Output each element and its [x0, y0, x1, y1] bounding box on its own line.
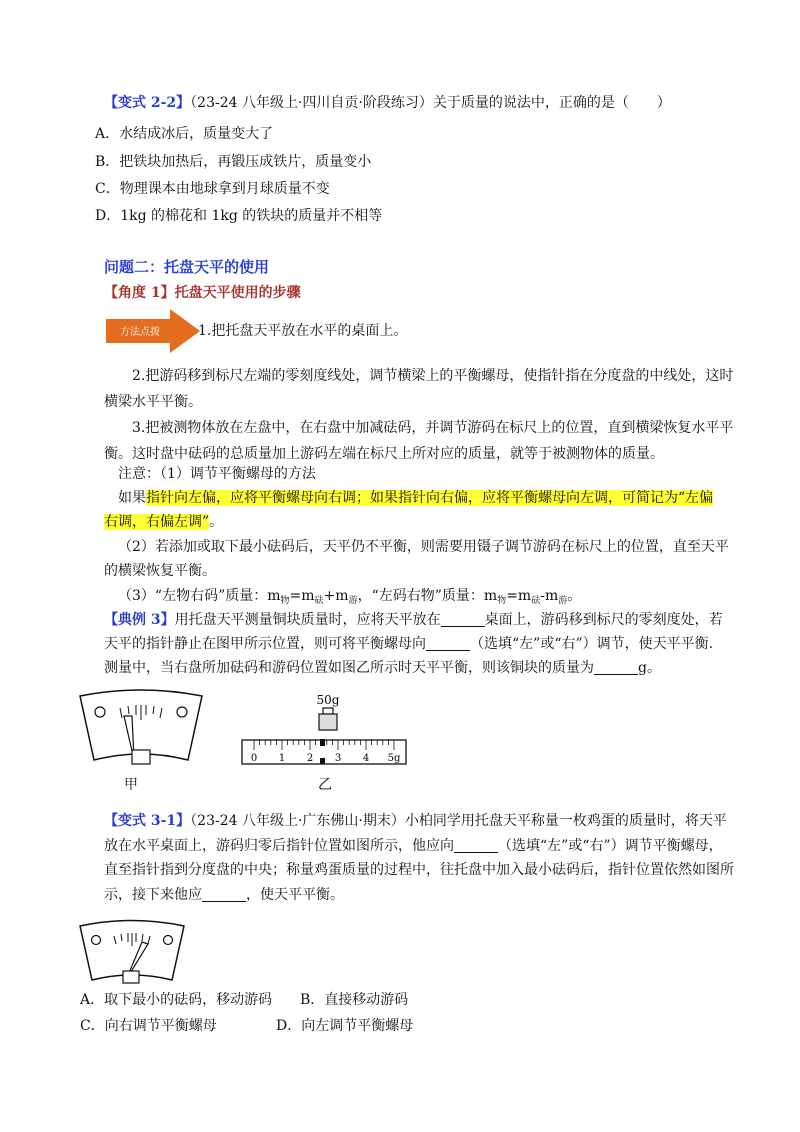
ruler-tick-label: 2 — [306, 753, 314, 764]
answer-blank[interactable] — [454, 838, 498, 853]
option-d: D．1kg 的棉花和 1kg 的铁块的质量并不相等 — [95, 208, 383, 224]
highlight-text: 右调，右偏左调” — [104, 514, 210, 530]
weight-label: 50g — [316, 693, 340, 707]
example-3-line2: 天平的指针静止在图甲所示位置，则可将平衡螺母向 （选填“左”或“右”）调节，使天平平衡. — [104, 636, 714, 652]
question-3-1-line4: 示，接下来他应 ，使天平平衡。 — [104, 887, 344, 903]
step-1: 1.把托盘天平放在水平的桌面上。 — [198, 323, 408, 339]
option-d: D．向左调节平衡螺母 — [276, 1018, 414, 1034]
ruler-tick-label: 4 — [362, 753, 370, 764]
note-1-line2: 右调，右偏左调”。 — [104, 514, 224, 530]
example-3-line3: 测量中，当右盘所加砝码和游码位置如图乙所示时天平平衡，则该铜块的质量为 g。 — [104, 660, 661, 676]
ruler-tick-label: 3 — [334, 753, 342, 764]
option-c: C．向右调节平衡螺母 — [80, 1018, 217, 1034]
angle-title: 【角度 1】托盘天平使用的步骤 — [104, 285, 301, 301]
method-badge-arrow — [106, 309, 200, 353]
section-title: 问题二：托盘天平的使用 — [104, 258, 270, 276]
highlight-text: 指针向左偏，应将平衡螺母向右调；如果指针向右偏，应将平衡螺母向左调，可简记为“左偏 — [146, 490, 714, 506]
ruler-tick-label: 1 — [278, 753, 286, 764]
step-3-line2: 衡。这时盘中砝码的总质量加上游码左端在标尺上所对应的质量，就等于被测物体的质量。 — [104, 446, 664, 462]
note-2-line1: （2）若添加或取下最小砝码后，天平仍不平衡，则需要用镊子调节游码在标尺上的位置，直至天平 — [118, 539, 729, 555]
weight-and-ruler-figure-b — [240, 690, 410, 768]
option-a: A．取下最小的砝码，移动游码 — [80, 992, 273, 1008]
answer-blank[interactable] — [441, 612, 485, 627]
note-1-line1: 如果指针向左偏，应将平衡螺母向右调；如果指针向右偏，应将平衡螺母向左调，可简记为“左偏 — [118, 490, 714, 506]
question-tag: 【变式 3-1】 — [104, 813, 191, 829]
balance-dial-figure-a — [76, 688, 206, 768]
step-3-line1: 3.把被测物体放在左盘中，在右盘中加减砝码，并调节游码在标尺上的位置，直到横梁恢复水平平 — [132, 420, 734, 436]
answer-blank[interactable] — [202, 887, 246, 902]
note-2-line2: 的横梁恢复平衡。 — [104, 563, 216, 579]
option-c: C．物理课本由地球拿到月球质量不变 — [95, 181, 330, 197]
question-tag: 【典例 3】 — [104, 612, 175, 628]
figure-a-caption: 甲 — [124, 777, 138, 793]
answer-blank[interactable] — [594, 660, 638, 675]
option-a: A．水结成冰后，质量变大了 — [95, 126, 274, 142]
step-2-line1: 2.把游码移到标尺左端的零刻度线处，调节横梁上的平衡螺母，使指针指在分度盘的中线处，这时 — [132, 368, 734, 384]
question-3-1-line2: 放在水平桌面上，游码归零后指针位置如图所示，他应向 （选填“左”或“右”）调节平衡螺母， — [104, 838, 723, 854]
badge-label: 方法点拨 — [120, 327, 160, 338]
ruler-tick-label: 5g — [387, 753, 401, 764]
note-title: 注意：（1）调节平衡螺母的方法 — [118, 466, 316, 482]
ruler-tick-label: 0 — [250, 753, 258, 764]
option-b: B．把铁块加热后，再锻压成铁片，质量变小 — [95, 154, 372, 170]
step-2-line2: 横梁水平平衡。 — [104, 394, 202, 410]
question-3-1-line3: 直至指针指到分度盘的中央；称量鸡蛋质量的过程中，往托盘中加入最小砝码后，指针位置依然如图所 — [104, 862, 734, 878]
answer-blank[interactable] — [426, 636, 470, 651]
question-3-1-line1: 【变式 3-1】（23-24 八年级上·广东佛山·期末）小柏同学用托盘天平称量一枚鸡蛋的质量时，将天平 — [104, 813, 727, 829]
figure-b-caption: 乙 — [318, 777, 332, 793]
option-b: B．直接移动游码 — [300, 992, 409, 1008]
question-tag: 【变式 2-2】 — [104, 95, 191, 111]
example-3-line1: 【典例 3】用托盘天平测量铜块质量时，应将天平放在 桌面上，游码移到标尺的零刻度处，若 — [104, 612, 723, 628]
note-3: （3）“左物右码”质量：$m_物=m_砝+m_游$，“左码右物”质量：$m_物=m_砝-m_游$。 — [118, 588, 582, 606]
balance-dial-figure-c — [76, 918, 188, 986]
question-2-2-stem: 【变式 2-2】（23-24 八年级上·四川自贡·阶段练习）关于质量的说法中，正确的是（ ） — [104, 95, 671, 111]
